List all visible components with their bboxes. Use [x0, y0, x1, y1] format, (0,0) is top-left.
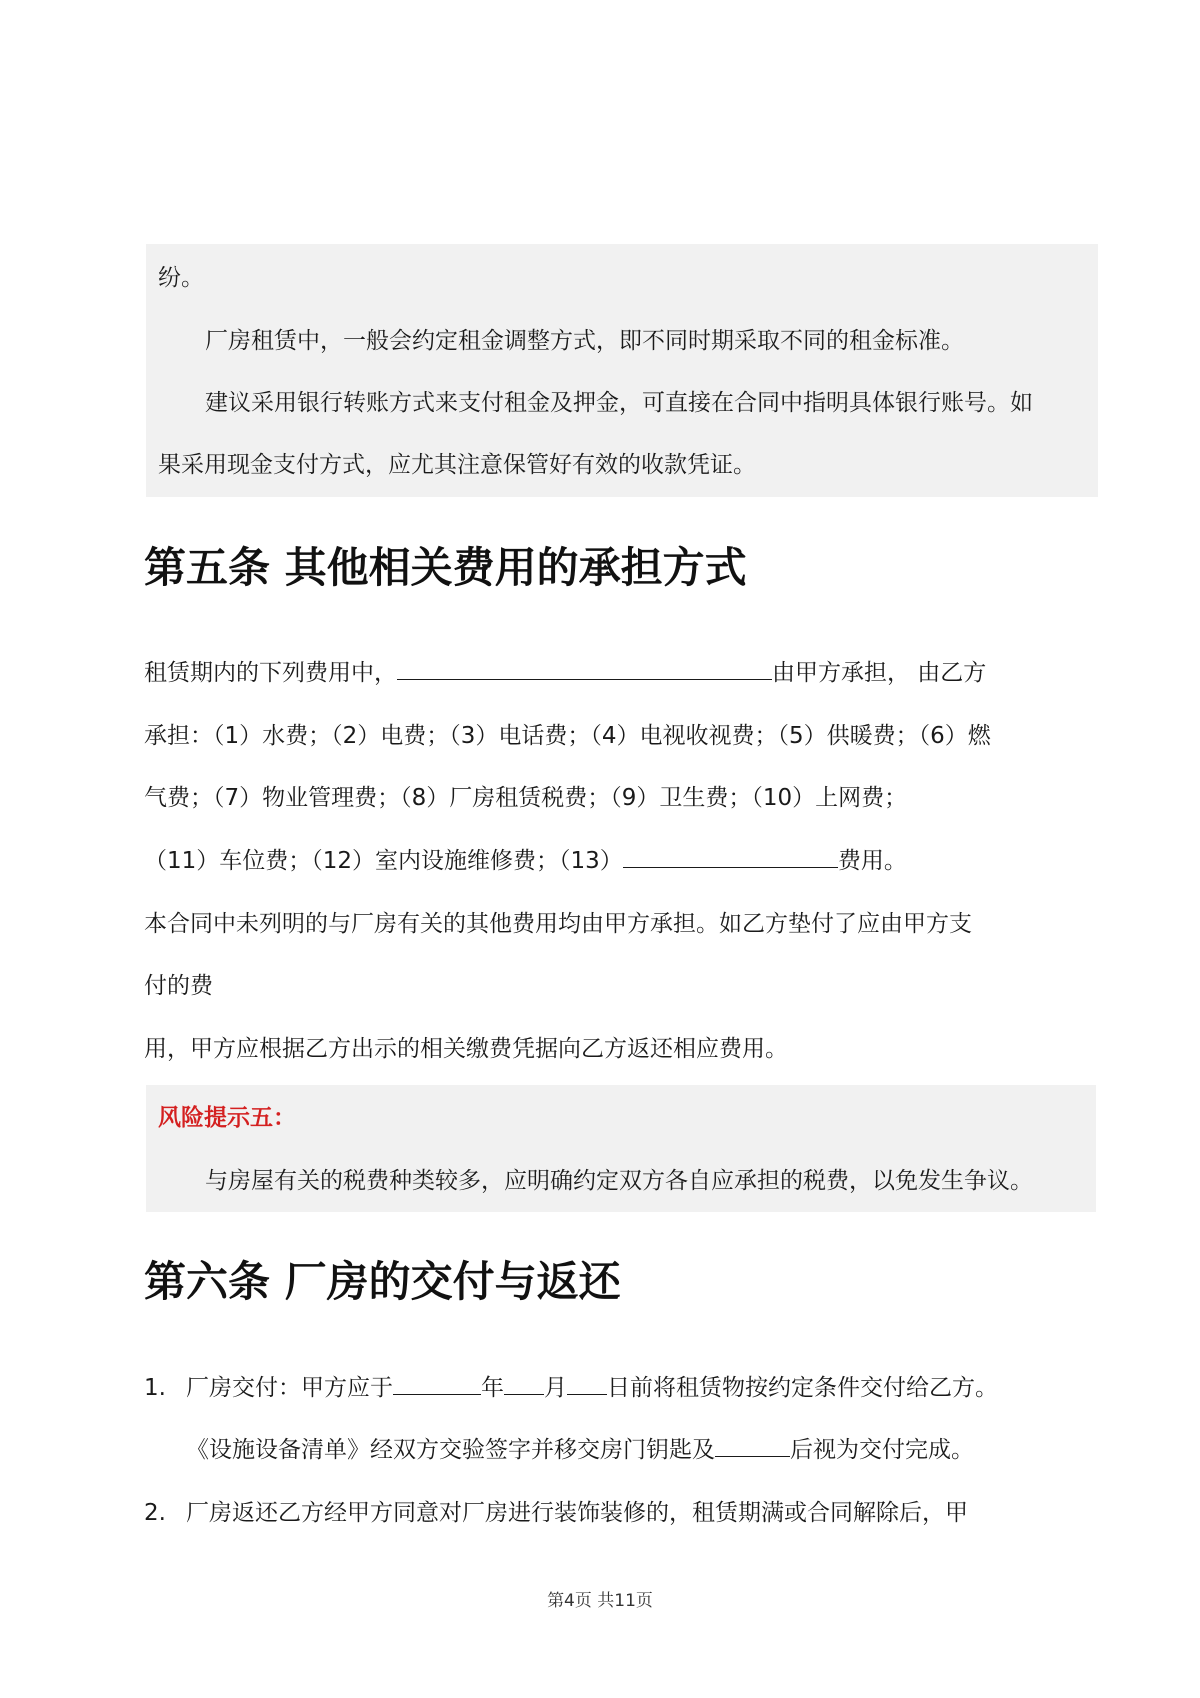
- blank-line: [397, 657, 772, 680]
- list-item: 厂房返还乙方经甲方同意对厂房进行装饰装修的，租赁期满或合同解除后，甲: [186, 1500, 968, 1526]
- article-5-heading: 第五条 其他相关费用的承担方式: [144, 543, 747, 592]
- text-span: 年: [481, 1375, 504, 1401]
- text-span: （11）车位费；（12）室内设施维修费；（13）: [144, 848, 623, 874]
- paragraph-line: [144, 657, 986, 689]
- paragraph-line: 承担：（1）水费；（2）电费；（3）电话费；（4）电视收视费；（5）供暖费；（6）燃: [144, 723, 991, 749]
- paragraph-line: 气费；（7）物业管理费；（8）厂房租赁税费；（9）卫生费；（10）上网费；: [144, 785, 908, 811]
- note-line: 纷。: [158, 265, 204, 291]
- text-span: 费用。: [837, 848, 907, 874]
- text-span: 月: [544, 1375, 567, 1401]
- note-line: 厂房租赁中，一般会约定租金调整方式，即不同时期采取不同的租金标准。: [205, 328, 964, 354]
- blank-line: [504, 1372, 544, 1395]
- list-item-number: 1.: [144, 1375, 166, 1401]
- paragraph-line: 本合同中未列明的与厂房有关的其他费用均由甲方承担。如乙方垫付了应由甲方支: [144, 911, 972, 937]
- text-span: 后视为交付完成。: [790, 1437, 974, 1463]
- text-span: 厂房交付：甲方应于: [186, 1375, 393, 1401]
- note-line: 建议采用银行转账方式来支付租金及押金，可直接在合同中指明具体银行账号。如: [205, 390, 1033, 416]
- text-span: 《设施设备清单》经双方交验签字并移交房门钥匙及: [186, 1437, 715, 1463]
- blank-line: [393, 1372, 481, 1395]
- article-6-heading: 第六条 厂房的交付与返还: [144, 1257, 621, 1306]
- paragraph-line: [144, 845, 907, 877]
- blank-line: [715, 1434, 790, 1457]
- text-span: 由甲方承担， 由乙方: [772, 660, 987, 686]
- page-footer: 第4页 共11页: [547, 1591, 653, 1611]
- blank-line: [623, 845, 838, 868]
- note-line: 果采用现金支付方式，应尤其注意保管好有效的收款凭证。: [158, 452, 756, 478]
- risk-title: 风险提示五：: [158, 1105, 296, 1131]
- blank-line: [567, 1372, 607, 1395]
- list-item-number: 2.: [144, 1500, 166, 1526]
- list-item: [186, 1372, 998, 1404]
- paragraph-line: 付的费: [144, 973, 213, 999]
- text-span: 租赁期内的下列费用中，: [144, 660, 397, 686]
- paragraph-line: 用，甲方应根据乙方出示的相关缴费凭据向乙方返还相应费用。: [144, 1036, 788, 1062]
- risk-text: 与房屋有关的税费种类较多，应明确约定双方各自应承担的税费，以免发生争议。: [205, 1168, 1033, 1194]
- text-span: 日前将租赁物按约定条件交付给乙方。: [607, 1375, 998, 1401]
- list-item-continuation: [186, 1434, 974, 1466]
